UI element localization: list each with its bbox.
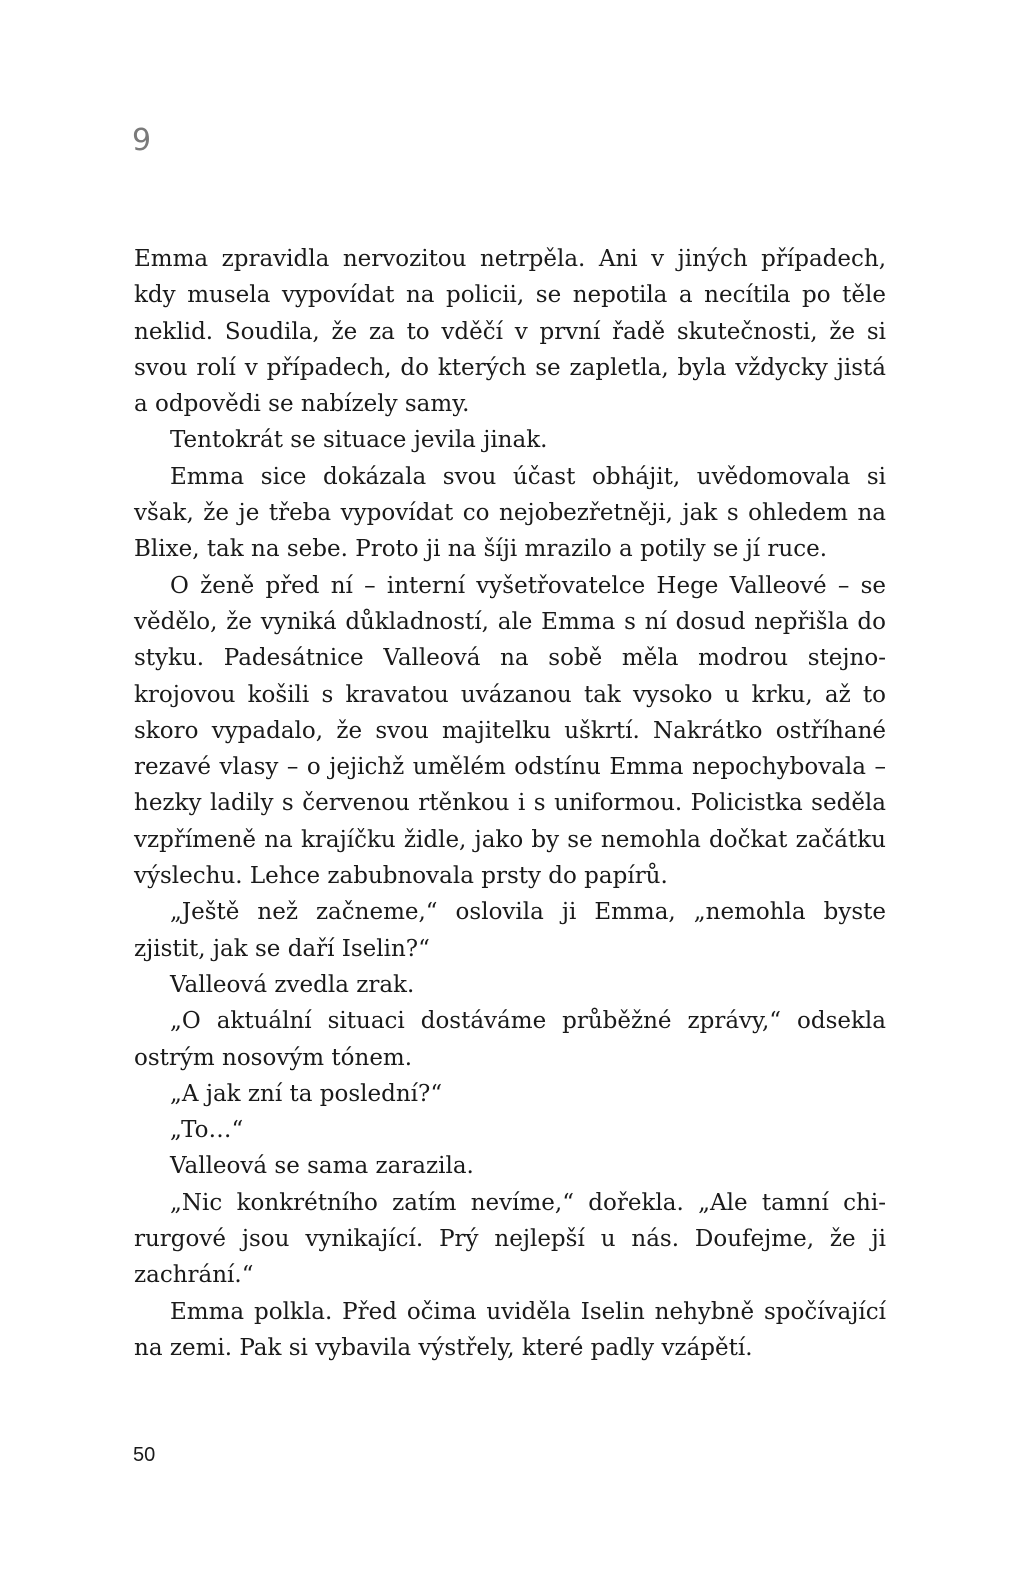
paragraph: Valleová se sama zarazila.: [170, 1153, 474, 1180]
paragraph: Emma sice dokázala svou účast obhájit, uvědomovala si však, že je třeba vypovídat co nejobezřetněji, jak s ohledem na Blixe, tak na sebe. Proto ji na šíji mrazilo a potily se jí ruce.: [134, 463, 886, 563]
paragraph: Tentokrát se situace jevila jinak.: [170, 427, 548, 454]
paragraph: O ženě před ní – interní vyšetřovatelce Hege Valleové – se vědělo, že vyniká důkladností, ale Emma s ní dosud nepřišla do styku. Padesátnice Valleová na sobě měla modrou stejnokrojovou košili s kravatou uvázanou tak vysoko u krku, až to skoro vypadalo, že svou majitelku uškrtí. Nakrátko ostříhané rezavé vlasy – o jejichž umělém odstínu Emma nepochybovala – hezky ladily s červenou rtěnkou i s uniformou. Policistka seděla vzpřímeně na krajíčku židle, jako by se nemohla dočkat začátku výslechu. Lehce zabubnovala prsty do papírů.: [134, 572, 886, 890]
paragraph: „Nic konkrétního zatím nevíme,“ dořekla. „Ale tamní chirurgové jsou vynikající. Prý nejlepší u nás. Doufejme, že ji zachrání.“: [134, 1189, 886, 1289]
paragraph: „A jak zní ta poslední?“: [170, 1080, 443, 1107]
paragraph: Valleová zvedla zrak.: [170, 971, 415, 998]
paragraph: „O aktuální situaci dostáváme průběžné zprávy,“ odsekla ostrým nosovým tónem.: [134, 1008, 886, 1071]
paragraph: Emma zpravidla nervozitou netrpěla. Ani v jiných případech, kdy musela vypovídat na policii, se nepotila a necítila po těle neklid. Soudila, že za to vděčí v první řadě skutečnosti, že si svou rolí v případech, do kterých se zapletla, byla vždycky jistá a odpovědi se nabízely samy.: [134, 246, 886, 418]
paragraph: Emma polkla. Před očima uviděla Iselin nehybně spočívající na zemi. Pak si vybavila výstřely, které padly vzápětí.: [134, 1298, 886, 1361]
chapter-body: [134, 241, 886, 1366]
paragraph: „To…“: [170, 1117, 244, 1144]
paragraph: „Ještě než začneme,“ oslovila ji Emma, „nemohla byste zjistit, jak se daří Iselin?“: [134, 899, 886, 962]
chapter-number: 9: [132, 123, 152, 158]
page-number: 50: [133, 1444, 156, 1466]
